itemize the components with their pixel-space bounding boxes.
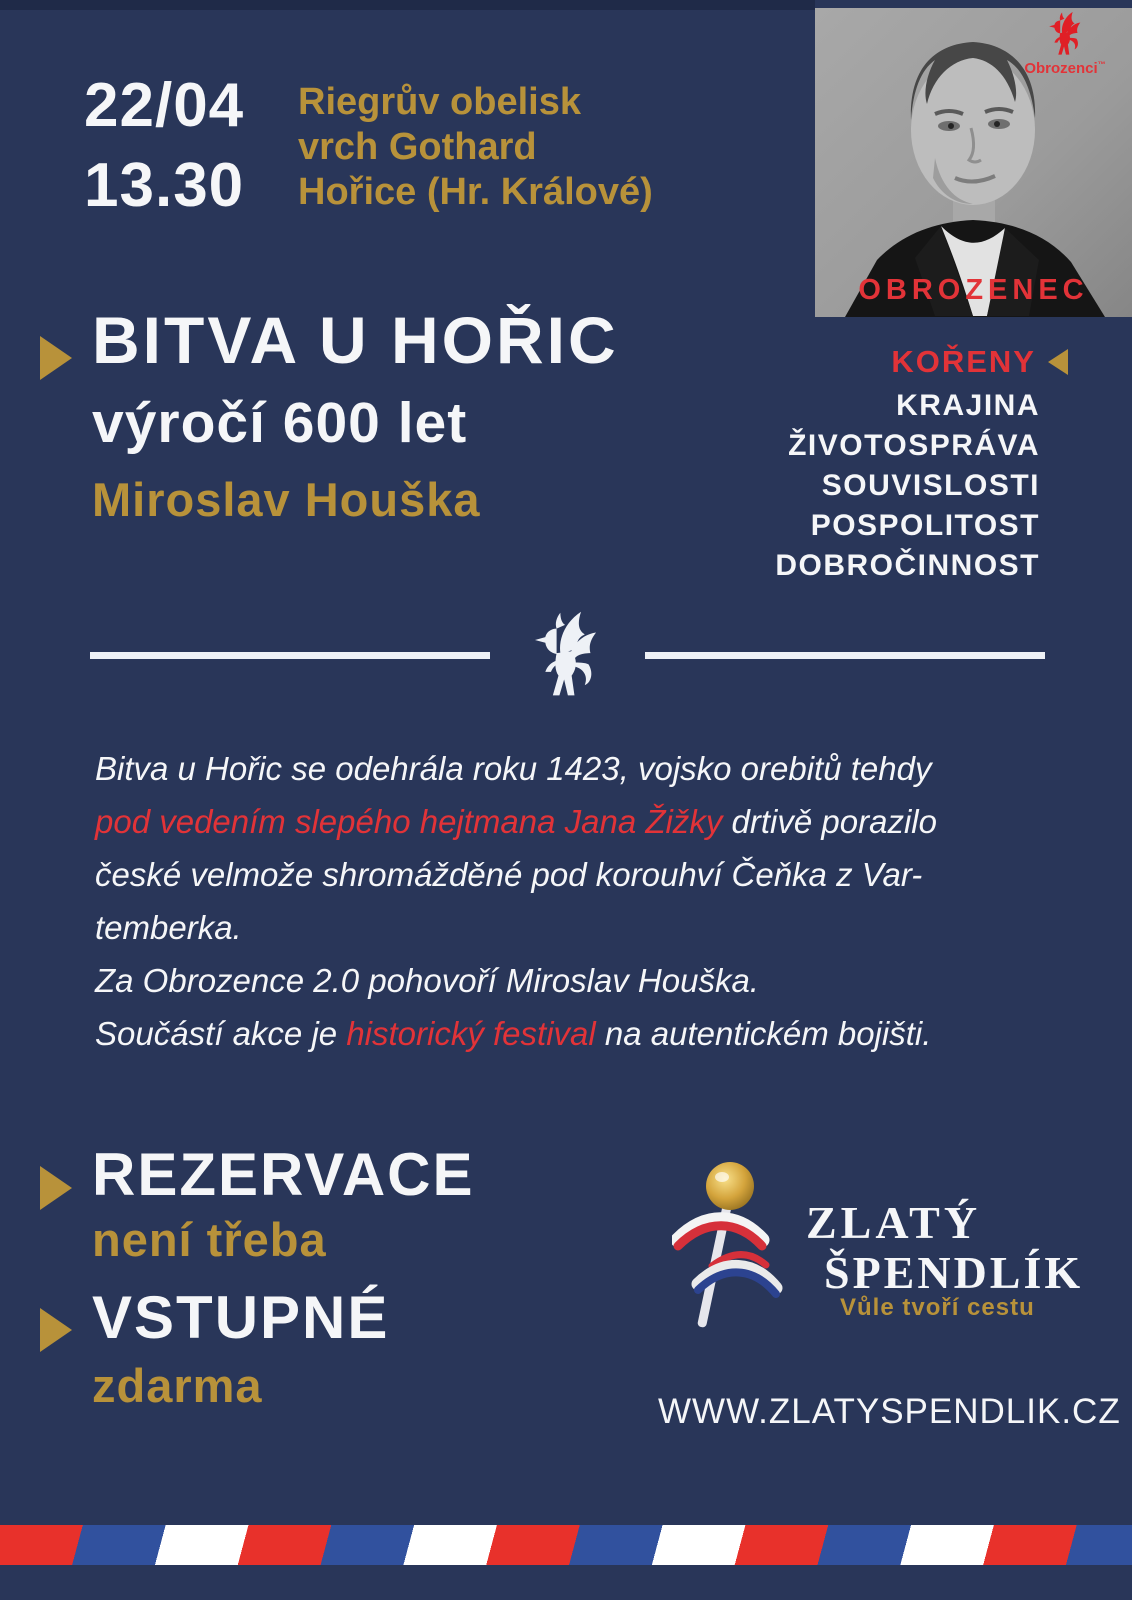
description-line: pod vedením slepého hejtmana Jana Žižky drtivě porazilo xyxy=(95,803,937,840)
event-description xyxy=(95,742,937,1060)
divider-line-left xyxy=(90,652,490,659)
reservation-label: REZERVACE xyxy=(92,1141,475,1208)
list-item: DOBROČINNOST xyxy=(775,549,1040,582)
bullet-triangle-icon xyxy=(40,1166,72,1210)
admission-label: VSTUPNÉ xyxy=(92,1284,390,1351)
description-line: Součástí akce je historický festival na autentickém bojišti. xyxy=(95,1015,932,1052)
poster-subtitle: výročí 600 let xyxy=(92,391,468,455)
admission-value: zdarma xyxy=(92,1359,263,1412)
tricolor-stripe-border xyxy=(0,1525,1132,1565)
sponsor-name-line1: ZLATÝ xyxy=(806,1197,982,1248)
divider-line-right xyxy=(645,652,1045,659)
list-item: KRAJINA xyxy=(896,389,1040,422)
event-time: 13.30 xyxy=(84,151,245,220)
list-item: POSPOLITOST xyxy=(810,509,1040,542)
obrozenci-brand xyxy=(1002,10,1128,77)
description-line: temberka. xyxy=(95,909,242,946)
bullet-triangle-icon xyxy=(40,336,72,380)
list-item: ŽIVOTOSPRÁVA xyxy=(788,429,1040,462)
golden-pin-icon xyxy=(672,1148,822,1348)
location-line: Riegrův obelisk xyxy=(298,81,581,123)
values-heading-row xyxy=(891,344,1068,380)
values-list xyxy=(775,386,1040,586)
sponsor-website: WWW.ZLATYSPENDLIK.CZ xyxy=(658,1392,1121,1431)
sponsor-tagline: Vůle tvoří cestu xyxy=(840,1294,1035,1321)
event-date: 22/04 xyxy=(84,71,245,140)
location-line: vrch Gothard xyxy=(298,126,537,168)
description-line: české velmože shromážděné pod korouhví Čeňka z Var- xyxy=(95,856,923,893)
top-edge-strip xyxy=(0,0,815,10)
location-line: Hořice (Hr. Králové) xyxy=(298,171,653,213)
speaker-name: Miroslav Houška xyxy=(92,473,481,526)
description-line: Za Obrozence 2.0 pohovoří Miroslav Houška. xyxy=(95,962,759,999)
arrow-left-icon xyxy=(1048,349,1068,375)
poster-title: BITVA U HOŘIC xyxy=(92,303,619,377)
sponsor-name-line2: ŠPENDLÍK xyxy=(824,1247,1084,1298)
list-item: SOUVISLOSTI xyxy=(821,469,1040,502)
griffin-divider-icon xyxy=(523,608,609,702)
reservation-value: není třeba xyxy=(92,1213,327,1266)
bullet-triangle-icon xyxy=(40,1308,72,1352)
photo-caption: OBROZENEC xyxy=(858,274,1089,306)
values-heading: KOŘENY xyxy=(891,344,1036,379)
event-location xyxy=(298,80,653,215)
griffin-logo-icon xyxy=(1040,10,1090,58)
description-line: Bitva u Hořic se odehrála roku 1423, vojsko orebitů tehdy xyxy=(95,750,932,787)
brand-name: Obrozenci™ xyxy=(1024,60,1106,77)
